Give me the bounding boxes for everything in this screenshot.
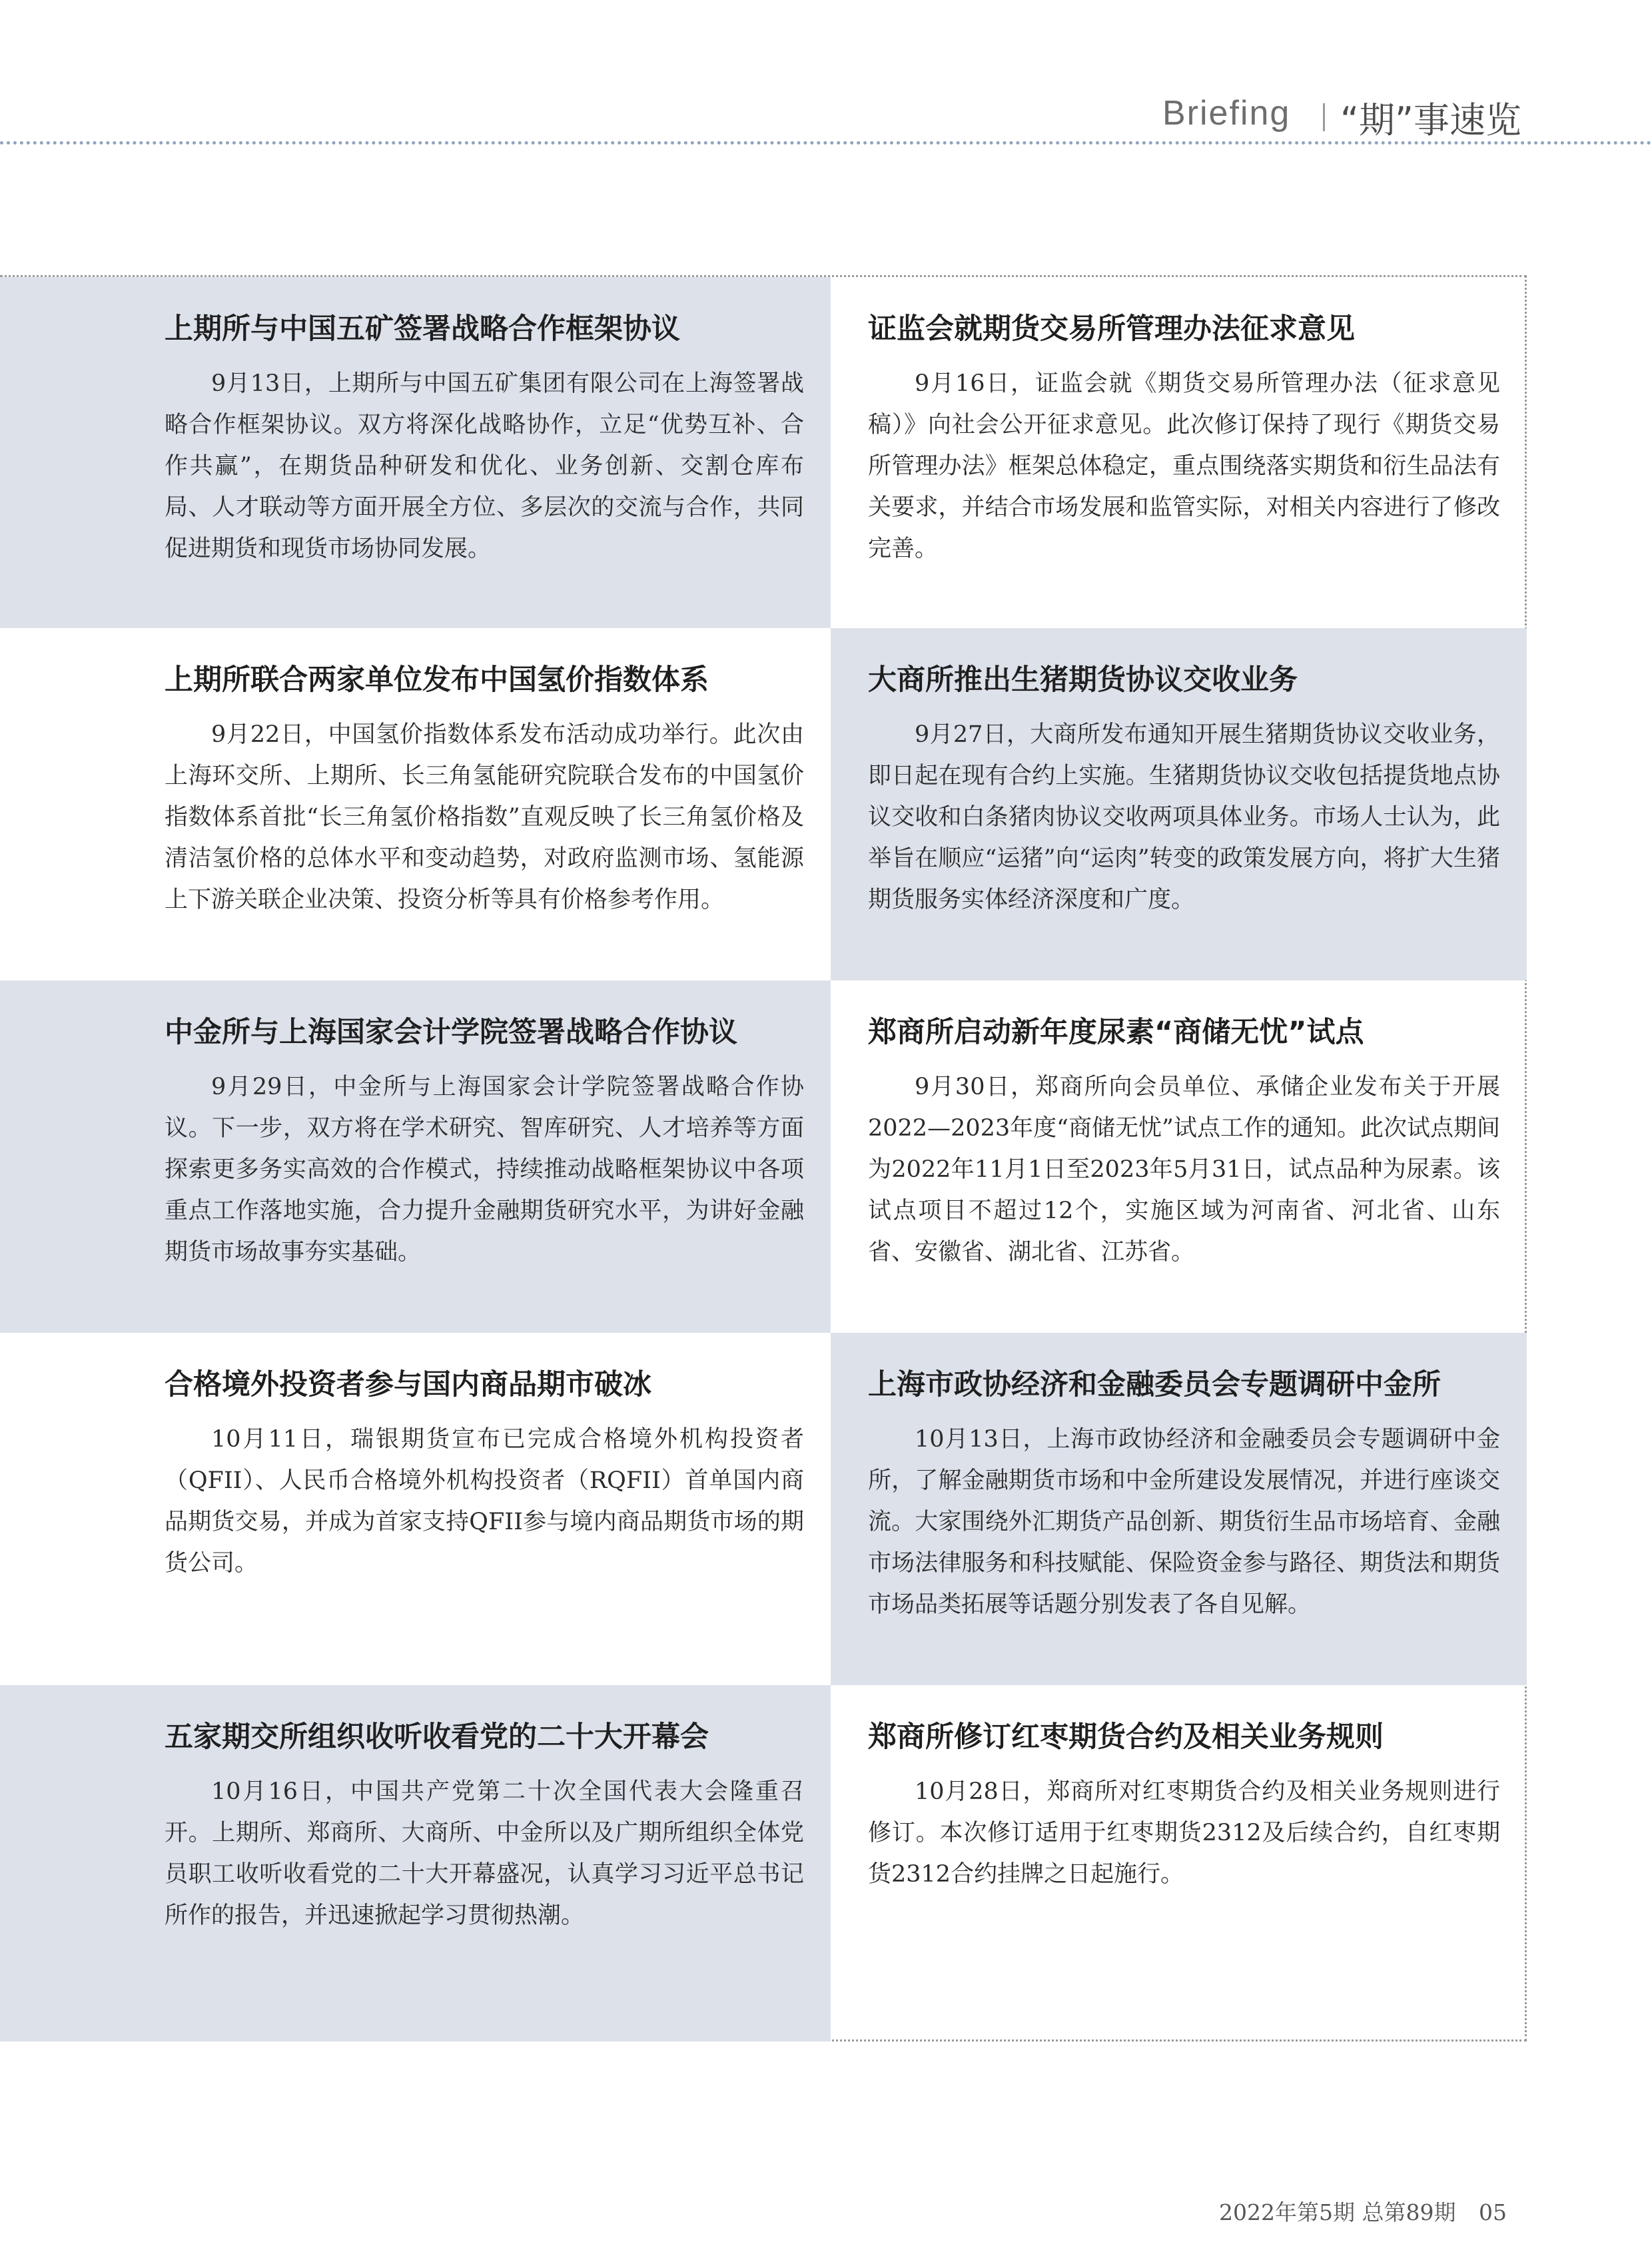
header-divider — [1323, 103, 1325, 131]
briefing-grid — [0, 275, 1527, 2042]
news-title: 大商所推出生猪期货协议交收业务 — [868, 663, 1298, 697]
news-item — [0, 1333, 831, 1685]
news-title: 证监会就期货交易所管理办法征求意见 — [868, 312, 1355, 346]
news-title: 上海市政协经济和金融委员会专题调研中金所 — [868, 1368, 1441, 1401]
news-item — [831, 628, 1527, 980]
news-title: 合格境外投资者参与国内商品期市破冰 — [165, 1368, 651, 1401]
news-item — [831, 277, 1527, 628]
news-body: 9月27日，大商所发布通知开展生猪期货协议交收业务，即日起在现有合约上实施。生猪期货协议交收包括提货地点协议交收和白条猪肉协议交收两项具体业务。市场人士认为，此举旨在顺应“运猪”向“运肉”转变的政策发展方向，将扩大生猪期货服务实体经济深度和广度。 — [868, 721, 1500, 913]
news-body: 9月22日，中国氢价指数体系发布活动成功举行。此次由上海环交所、上期所、长三角氢能研究院联合发布的中国氢价指数体系首批“长三角氢价格指数”直观反映了长三角氢价格及清洁氢价格的总体水平和变动趋势，对政府监测市场、氢能源上下游关联企业决策、投资分析等具有价格参考作用。 — [165, 721, 804, 913]
news-title: 中金所与上海国家会计学院签署战略合作协议 — [165, 1016, 737, 1049]
news-title: 上期所与中国五矿签署战略合作框架协议 — [165, 312, 680, 346]
section-title-en: Briefing — [1162, 94, 1291, 133]
news-body: 9月13日，上期所与中国五矿集团有限公司在上海签署战略合作框架协议。双方将深化战略协作，立足“优势互补、合作共赢”，在期货品种研发和优化、业务创新、交割仓库布局、人才联动等方面开展全方位、多层次的交流与合作，共同促进期货和现货市场协同发展。 — [165, 370, 804, 562]
news-item — [831, 1685, 1527, 2042]
news-item — [0, 1685, 831, 2042]
news-item — [0, 980, 831, 1333]
page-header — [0, 0, 1652, 143]
news-body: 10月16日，中国共产党第二十次全国代表大会隆重召开。上期所、郑商所、大商所、中金所以及广期所组织全体党员职工收听收看党的二十大开幕盛况，认真学习习近平总书记所作的报告，并迅速掀起学习贯彻热潮。 — [165, 1778, 804, 1929]
news-title: 上期所联合两家单位发布中国氢价指数体系 — [165, 663, 709, 697]
news-body: 9月30日，郑商所向会员单位、承储企业发布关于开展2022—2023年度“商储无忧”试点工作的通知。此次试点期间为2022年11月1日至2023年5月31日，试点品种为尿素。该试点项目不超过12个，实施区域为河南省、河北省、山东省、安徽省、湖北省、江苏省。 — [868, 1073, 1500, 1266]
news-item — [831, 980, 1527, 1333]
news-title: 郑商所启动新年度尿素“商储无忧”试点 — [868, 1016, 1364, 1049]
news-body: 10月13日，上海市政协经济和金融委员会专题调研中金所，了解金融期货市场和中金所建设发展情况，并进行座谈交流。大家围绕外汇期货产品创新、期货衍生品市场培育、金融市场法律服务和科技赋能、保险资金参与路径、期货法和期货市场品类拓展等话题分别发表了各自见解。 — [868, 1425, 1500, 1618]
page-footer — [1219, 2195, 1507, 2227]
news-body: 10月28日，郑商所对红枣期货合约及相关业务规则进行修订。本次修订适用于红枣期货2312及后续合约，自红枣期货2312合约挂牌之日起施行。 — [868, 1778, 1500, 1888]
news-body: 9月16日，证监会就《期货交易所管理办法（征求意见稿）》向社会公开征求意见。此次修订保持了现行《期货交易所管理办法》框架总体稳定，重点围绕落实期货和衍生品法有关要求，并结合市场发展和监管实际，对相关内容进行了修改完善。 — [868, 370, 1500, 562]
news-title: 五家期交所组织收听收看党的二十大开幕会 — [165, 1720, 709, 1754]
issue-info: 2022年第5期 总第89期 — [1219, 2199, 1456, 2225]
news-item — [0, 277, 831, 628]
section-title-cn: “期”事速览 — [1340, 99, 1521, 141]
page-number: 05 — [1478, 2199, 1507, 2225]
news-title: 郑商所修订红枣期货合约及相关业务规则 — [868, 1720, 1384, 1754]
header-dotted-rule — [0, 141, 1652, 145]
news-body: 9月29日，中金所与上海国家会计学院签署战略合作协议。下一步，双方将在学术研究、智库研究、人才培养等方面探索更多务实高效的合作模式，持续推动战略框架协议中各项重点工作落地实施，合力提升金融期货研究水平，为讲好金融期货市场故事夯实基础。 — [165, 1073, 804, 1266]
news-item — [0, 628, 831, 980]
news-item — [831, 1333, 1527, 1685]
news-body: 10月11日，瑞银期货宣布已完成合格境外机构投资者（QFII）、人民币合格境外机构投资者（RQFII）首单国内商品期货交易，并成为首家支持QFII参与境内商品期货市场的期货公司。 — [165, 1425, 804, 1577]
